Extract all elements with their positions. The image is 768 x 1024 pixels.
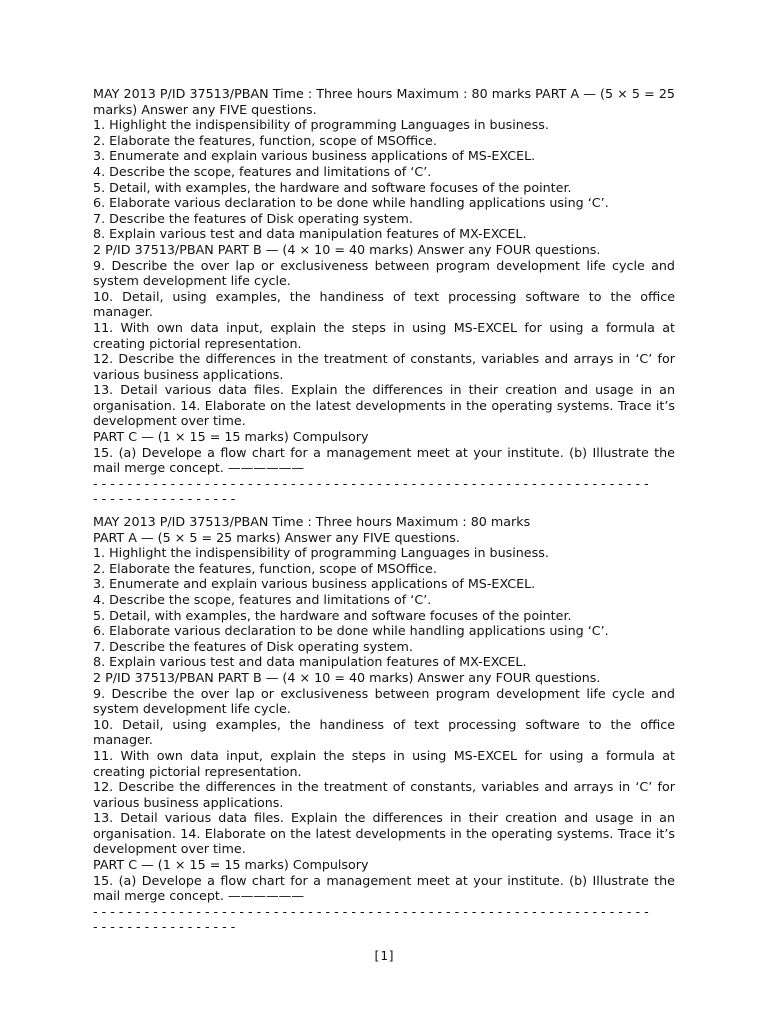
separator-dashes: - - - - - - - - - - - - - - - - - - - - - - - - - - - - - - - - - - - - - - - - - - - - - - - - - - - - - - - - - - - - - - - - - <box>93 475 649 491</box>
question-3: 3. Enumerate and explain various business applications of MS-EXCEL. <box>93 148 536 164</box>
question-1: 1. Highlight the indispensibility of programming Languages in business. <box>93 117 549 133</box>
question-7: 7. Describe the features of Disk operating system. <box>93 638 413 654</box>
question-3: 3. Enumerate and explain various business applications of MS-EXCEL. <box>93 576 536 592</box>
question-9: 9. Describe the over lap or exclusiveness between program development life cycle and system development life cycle. <box>93 257 675 289</box>
exam-header: MAY 2013 P/ID 37513/PBAN Time : Three hours Maximum : 80 marks <box>93 514 531 529</box>
question-10: 10. Detail, using examples, the handiness of text processing software to the office manager. <box>93 288 675 320</box>
question-4: 4. Describe the scope, features and limitations of ‘C’. <box>93 591 432 607</box>
exam-text-block-2 <box>93 514 675 935</box>
question-13-14: 13. Detail various data files. Explain the differences in their creation and usage in an organisation. 14. Elaborate on the latest developments in the operating systems. Trace it’s development over time. <box>93 810 675 857</box>
question-5: 5. Detail, with examples, the hardware and software focuses of the pointer. <box>93 607 572 623</box>
question-6: 6. Elaborate various declaration to be done while handling applications using ‘C’. <box>93 623 609 639</box>
question-7: 7. Describe the features of Disk operating system. <box>93 210 413 226</box>
separator-dashes-short: - - - - - - - - - - - - - - - - - <box>93 491 236 507</box>
exam-text-block-1 <box>93 86 675 507</box>
question-6: 6. Elaborate various declaration to be done while handling applications using ‘C’. <box>93 195 609 211</box>
question-9: 9. Describe the over lap or exclusiveness between program development life cycle and system development life cycle. <box>93 685 675 717</box>
question-13-14: 13. Detail various data files. Explain the differences in their creation and usage in an organisation. 14. Elaborate on the latest developments in the operating systems. Trace it’s development over time. <box>93 382 675 429</box>
question-11: 11. With own data input, explain the steps in using MS-EXCEL for using a formula at creating pictorial representation. <box>93 747 675 779</box>
separator-dashes: - - - - - - - - - - - - - - - - - - - - - - - - - - - - - - - - - - - - - - - - - - - - - - - - - - - - - - - - - - - - - - - - - <box>93 903 649 919</box>
part-b-header: 2 P/ID 37513/PBAN PART B — (4 × 10 = 40 marks) Answer any FOUR questions. <box>93 669 601 685</box>
question-4: 4. Describe the scope, features and limitations of ‘C’. <box>93 163 432 179</box>
question-1: 1. Highlight the indispensibility of programming Languages in business. <box>93 545 549 561</box>
question-10: 10. Detail, using examples, the handiness of text processing software to the office manager. <box>93 716 675 748</box>
question-2: 2. Elaborate the features, function, scope of MSOffice. <box>93 132 437 148</box>
separator-dashes-short: - - - - - - - - - - - - - - - - - <box>93 919 236 935</box>
part-c-header: PART C — (1 × 15 = 15 marks) Compulsory <box>93 857 369 873</box>
exam-header: MAY 2013 P/ID 37513/PBAN Time : Three hours Maximum : 80 marks PART A — (5 × 5 = 25 marks) Answer any FIVE questions. <box>93 86 675 117</box>
part-c-header: PART C — (1 × 15 = 15 marks) Compulsory <box>93 429 369 445</box>
question-8: 8. Explain various test and data manipulation features of MX-EXCEL. <box>93 654 527 670</box>
question-2: 2. Elaborate the features, function, scope of MSOffice. <box>93 560 437 576</box>
question-12: 12. Describe the differences in the treatment of constants, variables and arrays in ‘C’ for various business applications. <box>93 779 675 810</box>
question-8: 8. Explain various test and data manipulation features of MX-EXCEL. <box>93 226 527 242</box>
question-5: 5. Detail, with examples, the hardware and software focuses of the pointer. <box>93 179 572 195</box>
part-b-header: 2 P/ID 37513/PBAN PART B — (4 × 10 = 40 marks) Answer any FOUR questions. <box>93 241 601 257</box>
page-number: [1] <box>372 948 396 963</box>
question-15: 15. (a) Develope a flow chart for a management meet at your institute. (b) Illustrate the mail merge concept. —————— <box>93 872 675 904</box>
question-11: 11. With own data input, explain the steps in using MS-EXCEL for using a formula at creating pictorial representation. <box>93 319 675 351</box>
question-15: 15. (a) Develope a flow chart for a management meet at your institute. (b) Illustrate the mail merge concept. —————— <box>93 444 675 476</box>
part-a-header: PART A — (5 × 5 = 25 marks) Answer any FIVE questions. <box>93 529 460 545</box>
question-12: 12. Describe the differences in the treatment of constants, variables and arrays in ‘C’ for various business applications. <box>93 351 675 382</box>
